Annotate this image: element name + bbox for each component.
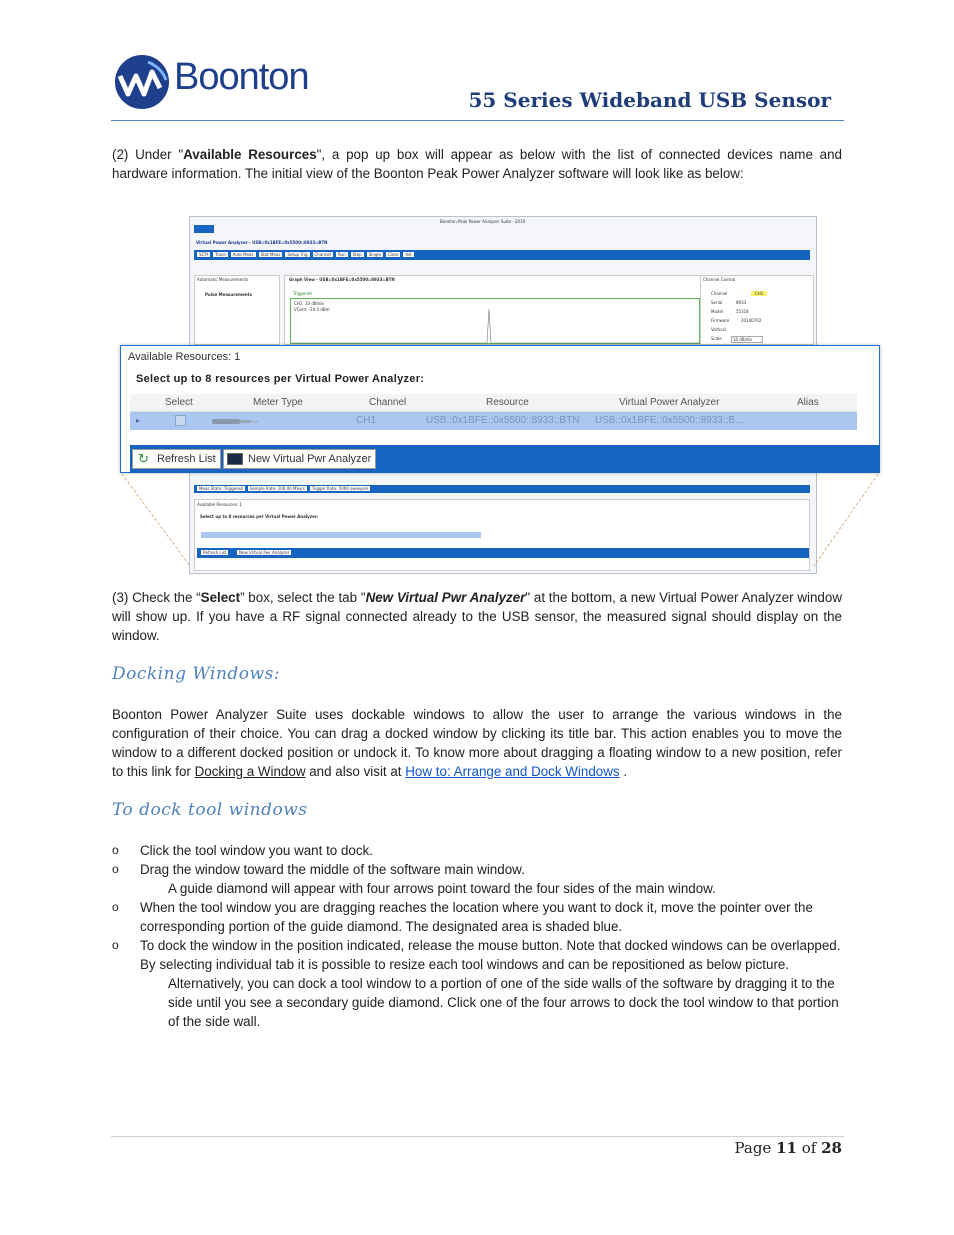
vpa-icon bbox=[227, 453, 243, 465]
list-subnote-text: Alternatively, you can dock a tool window to a portion of one of the side walls of the software by dragging it to the side until you see a secondary guide diamond. Click one of the four arrows to dock the tool window to that portion of the side wall. bbox=[168, 976, 839, 1029]
refresh-list-label: Refresh List bbox=[157, 453, 216, 465]
docking-paragraph bbox=[112, 705, 842, 781]
step3-bold-select: Select bbox=[200, 590, 241, 605]
bullet-icon: o bbox=[112, 938, 119, 952]
docking-a-window-link[interactable]: Docking a Window bbox=[194, 764, 306, 779]
mini-popup-title: Available Resources: 1 bbox=[197, 502, 242, 507]
vertical-field-label: Vertical bbox=[711, 327, 726, 332]
header-divider bbox=[111, 120, 844, 121]
step3-rest: " at the bottom, a new Virtual Power Analyzer window will show up. If you have a RF signal connected already to the USB sensor, the measured signal should display on the window. bbox=[112, 590, 842, 643]
toolbar-btn-stat-meas[interactable]: Stat Meas bbox=[260, 252, 281, 257]
step3-mid: ” box, select the tab " bbox=[240, 590, 366, 605]
col-select: Select bbox=[165, 397, 193, 408]
dock-steps-list bbox=[112, 841, 842, 1031]
trace-info-line1: CH1: 10 dB/div bbox=[294, 301, 324, 306]
row-resource: USB::0x1BFE::0x5500::8933::BTN bbox=[426, 415, 580, 426]
step3-paragraph bbox=[112, 588, 842, 645]
list-item bbox=[112, 936, 842, 974]
col-resource: Resource bbox=[486, 397, 529, 408]
toolbar-btn-trace[interactable]: Trace bbox=[214, 252, 226, 257]
total-pages: 28 bbox=[821, 1139, 842, 1157]
step2-bold: Available Resources bbox=[183, 147, 317, 162]
model-field-value: 55318 bbox=[736, 309, 749, 314]
list-item-text: When the tool window you are dragging reaches the location where you want to dock it, move the pointer over the corresponding portion of the guide diamond. The designated area is shaded blue. bbox=[140, 900, 813, 934]
footer-divider bbox=[111, 1136, 844, 1137]
docking-windows-heading: Docking Windows: bbox=[112, 664, 281, 684]
popup-title: Available Resources: 1 bbox=[128, 351, 241, 363]
page-word: Page bbox=[734, 1139, 772, 1157]
toolbar-btn-run[interactable]: Run bbox=[337, 252, 346, 257]
status-trigger-rate: Trigger Rate: 5000 sweeps/s bbox=[311, 486, 369, 491]
usb-sensor-icon bbox=[212, 416, 258, 426]
list-subnote bbox=[112, 974, 842, 1031]
scale-field-value[interactable]: 10 dB/div bbox=[731, 336, 763, 343]
row-expand-icon[interactable]: ▸ bbox=[136, 416, 141, 425]
step2-lead: (2) Under " bbox=[112, 147, 184, 162]
document-title: 55 Series Wideband USB Sensor bbox=[468, 88, 831, 112]
select-checkbox[interactable] bbox=[175, 415, 186, 426]
col-alias: Alias bbox=[797, 397, 819, 408]
bullet-icon: o bbox=[112, 843, 119, 857]
new-vpa-label: New Virtual Pwr Analyzer bbox=[248, 453, 372, 465]
trace-info-line2: VCent: -20.0 dBm bbox=[294, 307, 330, 312]
toolbar-btn-init[interactable]: Init bbox=[405, 252, 412, 257]
list-item-text: Drag the window toward the middle of the software main window. bbox=[140, 862, 525, 877]
status-sample-rate: Sample Rate: 100.00 MSa/s bbox=[249, 486, 305, 491]
col-channel: Channel bbox=[369, 397, 407, 408]
docking-end: . bbox=[619, 764, 628, 779]
serial-field-value: 8933 bbox=[736, 300, 747, 305]
auto-measurements-title: Automatic Measurements bbox=[197, 277, 249, 282]
current-page: 11 bbox=[776, 1139, 797, 1157]
vpa-window-title: Virtual Power Analyzer - USB::0x1BFE::0x5500::8933::BTN bbox=[196, 240, 328, 245]
list-subnote bbox=[112, 879, 842, 898]
software-screenshot bbox=[120, 216, 880, 576]
boonton-logo bbox=[112, 54, 322, 112]
docking-text: Boonton Power Analyzer Suite uses dockable windows to allow the user to arrange the various windows in the configuration of their choice. You can drag a docked window by clicking its title bar. This action enables you to move the window to a different docked position or undock it. To know more about dragging a floating window to a new position, refer to this link for bbox=[112, 707, 842, 779]
arrange-dock-windows-link[interactable]: How to: Arrange and Dock Windows bbox=[405, 764, 620, 779]
channel-field-value[interactable]: CH1 bbox=[751, 291, 767, 296]
list-item bbox=[112, 841, 842, 860]
bullet-icon: o bbox=[112, 900, 119, 914]
list-subnote-text: A guide diamond will appear with four arrows point toward the four sides of the main window. bbox=[168, 881, 716, 896]
app-title: Boonton Peak Power Analyzer Suite - 2010 bbox=[440, 219, 526, 224]
status-meas-state: Meas State: Triggered bbox=[199, 486, 243, 491]
row-vpa: USB::0x1BFE::0x5500::8933::B... bbox=[595, 415, 744, 426]
dock-tool-windows-heading: To dock tool windows bbox=[112, 800, 308, 820]
step2-paragraph bbox=[112, 145, 842, 183]
mini-popup-subtitle: Select up to 8 resources per Virtual Power Analyzer: bbox=[200, 514, 319, 519]
popup-subtitle: Select up to 8 resources per Virtual Power Analyzer: bbox=[136, 373, 425, 385]
row-channel: CH1 bbox=[356, 415, 377, 426]
available-resources-popup bbox=[120, 345, 880, 473]
col-meter-type: Meter Type bbox=[253, 397, 303, 408]
channel-control-title: Channel Control bbox=[703, 277, 736, 282]
step3-bold-new-vpa: New Virtual Pwr Analyzer bbox=[365, 590, 526, 605]
list-item bbox=[112, 898, 842, 936]
mini-refresh-button[interactable]: Refresh List bbox=[203, 550, 227, 555]
resource-row[interactable] bbox=[130, 412, 857, 430]
firmware-field-value: 20140702 bbox=[741, 318, 762, 323]
step2-rest: ", a pop up box will appear as below with the list of connected devices name and hardware information. The initial view of the Boonton Peak Power Analyzer software will look like as below: bbox=[112, 147, 843, 181]
popup-action-bar bbox=[130, 445, 880, 473]
toolbar-btn-single[interactable]: Single bbox=[368, 252, 381, 257]
toolbar-btn-channel[interactable]: Channel bbox=[314, 252, 331, 257]
bullet-icon: o bbox=[112, 862, 119, 876]
of-word: of bbox=[801, 1139, 817, 1157]
logo-wordmark: Boonton bbox=[174, 56, 309, 98]
scale-field-label: Scale bbox=[711, 336, 722, 341]
list-item-text: Click the tool window you want to dock. bbox=[140, 843, 373, 858]
boonton-logo-mark bbox=[112, 54, 172, 110]
model-field-label: Model bbox=[711, 309, 724, 314]
triggered-label: Triggered bbox=[293, 291, 312, 296]
list-item bbox=[112, 860, 842, 879]
refresh-icon: ↻ bbox=[138, 451, 149, 466]
serial-field-label: Serial bbox=[711, 300, 723, 305]
pulse-measurements-title: Pulse Measurements bbox=[205, 292, 252, 297]
col-virtual-power-analyzer: Virtual Power Analyzer bbox=[619, 397, 720, 408]
toolbar-btn-auto-meas[interactable]: Auto Meas bbox=[232, 252, 254, 257]
graph-view-title: Graph View - USB::0x1BFE::0x5500::8933::BTN bbox=[289, 277, 395, 282]
page-number bbox=[734, 1139, 842, 1157]
toolbar-btn-stop[interactable]: Stop bbox=[352, 252, 362, 257]
refresh-list-button[interactable] bbox=[132, 449, 221, 469]
firmware-field-label: Firmware bbox=[711, 318, 730, 323]
list-item-text: To dock the window in the position indicated, release the mouse button. Note that docked windows can be overlapped. By selecting individual tab it is possible to resize each tool windows and can be repositioned as below picture. bbox=[140, 938, 841, 972]
toolbar-btn-setup-trig[interactable]: Setup Trig bbox=[287, 252, 308, 257]
mini-new-vpa-button[interactable]: New Virtual Pwr Analyzer bbox=[239, 550, 290, 555]
toolbar-btn-scpi[interactable]: SCPI bbox=[199, 252, 208, 257]
toolbar-btn-clear[interactable]: Clear bbox=[388, 252, 399, 257]
step3-lead: (3) Check the “ bbox=[112, 590, 201, 605]
new-vpa-button[interactable] bbox=[223, 449, 376, 469]
channel-field-label: Channel bbox=[711, 291, 728, 296]
docking-mid: and also visit at bbox=[305, 764, 406, 779]
